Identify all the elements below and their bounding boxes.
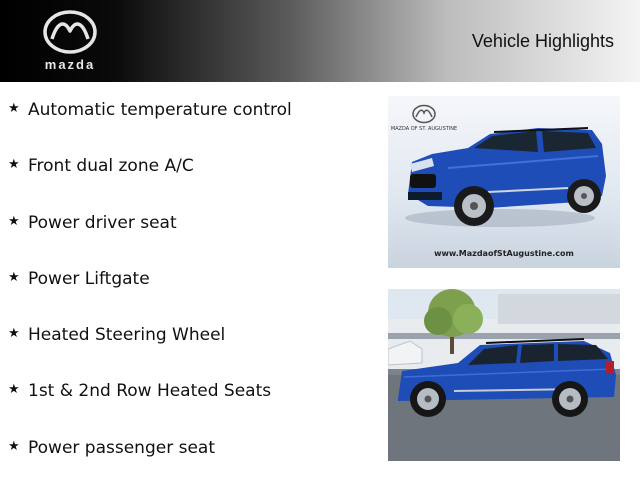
list-item (8, 434, 292, 490)
star-icon: ★ (8, 213, 20, 229)
highlight-text: Power driver seat (28, 212, 177, 233)
star-icon: ★ (8, 157, 20, 173)
highlight-text: Power Liftgate (28, 268, 150, 289)
star-icon: ★ (8, 269, 20, 285)
star-icon: ★ (8, 382, 20, 398)
page-title: Vehicle Highlights (471, 31, 614, 51)
dealer-logo-icon (413, 106, 435, 123)
list-item (8, 96, 292, 152)
vehicle-photo-side (388, 289, 620, 461)
list-item (8, 321, 292, 377)
header-banner (0, 0, 640, 82)
list-item (8, 377, 292, 433)
list-item (8, 265, 292, 321)
star-icon: ★ (8, 101, 20, 116)
vehicle-photo-front (388, 96, 620, 268)
highlight-text: Power passenger seat (28, 437, 215, 458)
highlight-text: Automatic temperature control (28, 100, 292, 120)
highlights-list (8, 96, 292, 490)
dealer-name: MAZDA OF ST. AUGUSTINE (390, 126, 458, 132)
highlight-text: Heated Steering Wheel (28, 325, 226, 346)
highlight-text: Front dual zone A/C (28, 156, 194, 177)
dealer-url: www.MazdaofStAugustine.com (434, 249, 574, 258)
list-item (8, 152, 292, 208)
highlight-text: 1st & 2nd Row Heated Seats (28, 381, 272, 402)
list-item (8, 209, 292, 265)
brand-name: mazda (44, 57, 96, 72)
star-icon: ★ (8, 438, 20, 454)
star-icon: ★ (8, 326, 20, 342)
